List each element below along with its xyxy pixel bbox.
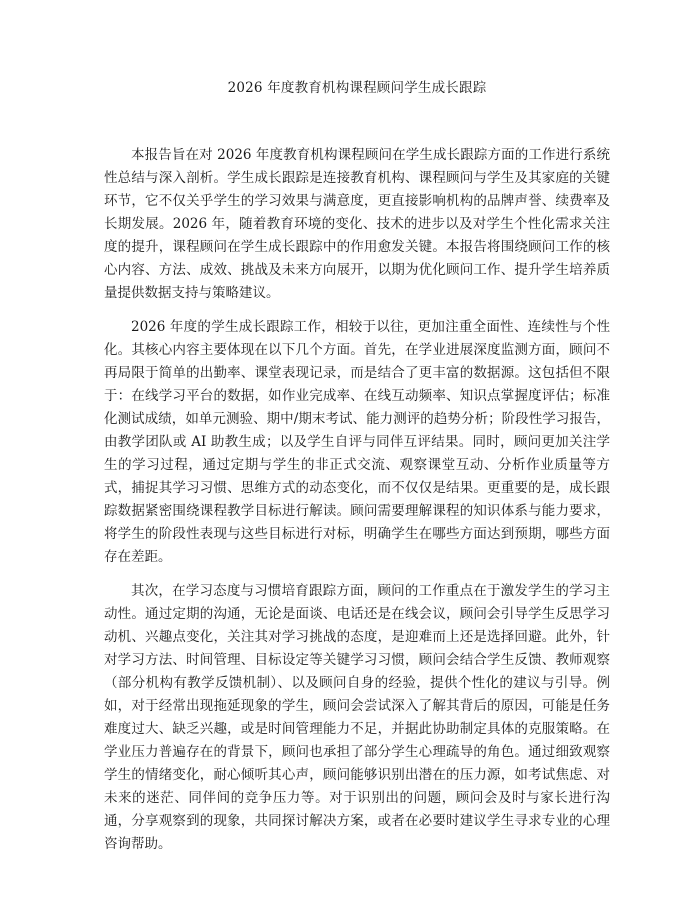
document-title: 2026 年度教育机构课程顾问学生成长跟踪 [227,80,487,96]
paragraph-attitude-habits: 其次，在学习态度与习惯培育跟踪方面，顾问的工作重点在于激发学生的学习主动性。通过定期的沟通，无论是面谈、电话还是在线会议，顾问会引导学生反思学习动机、兴趣点变化，关注其对学习挑战的态度，是迎难而上还是选择回避。此外，针对学习方法、时间管理、目标设定等关键学习习惯，顾问会结合学生反馈、教师观察（部分机构有教学反馈机制）、以及顾问自身的经验，提供个性化的建议与引导。例如，对于经常出现拖延现象的学生，顾问会尝试深入了解其背后的原因，可能是任务难度过大、缺乏兴趣，或是时间管理能力不足，并据此协助制定具体的克服策略。在学业压力普遍存在的背景下，顾问也承担了部分学生心理疏导的角色。通过细致观察学生的情绪变化，耐心倾听其心声，顾问能够识别出潜在的压力源，如考试焦虑、对未来的迷茫、同伴间的竞争压力等。对于识别出的问题，顾问会及时与家长进行沟通，分享观察到的现象，共同探讨解决方案，或者在必要时建议学生寻求专业的心理咨询帮助。 [104,583,610,852]
paragraph-academic-monitoring: 2026 年度的学生成长跟踪工作，相较于以往，更加注重全面性、连续性与个性化。其核心内容主要体现在以下几个方面。首先，在学业进展深度监测方面，顾问不再局限于简单的出勤率、课堂表现记录，而是结合了更丰富的数据源。这包括但不限于：在线学习平台的数据，如作业完成率、在线互动频率、知识点掌握度评估；标准化测试成绩，如单元测验、期中/期末考试、能力测评的趋势分析；阶段性学习报告，由教学团队或 AI 助教生成；以及学生自评与同伴互评结果。同时，顾问更加关注学生的学习过程，通过定期与学生的非正式交流、观察课堂互动、分析作业质量等方式，捕捉其学习习惯、思维方式的动态变化，而不仅仅是结果。更重要的是，成长跟踪数据紧密围绕课程教学目标进行解读。顾问需要理解课程的知识体系与能力要求，将学生的阶段性表现与这些目标进行对标，明确学生在哪些方面达到预期，哪些方面存在差距。 [104,319,610,565]
paragraph-intro: 本报告旨在对 2026 年度教育机构课程顾问在学生成长跟踪方面的工作进行系统性总结与深入剖析。学生成长跟踪是连接教育机构、课程顾问与学生及其家庭的关键环节，它不仅关乎学生的学习效果与满意度，更直接影响机构的品牌声誉、续费率及长期发展。2026 年，随着教育环境的变化、技术的进步以及对学生个性化需求关注度的提升，课程顾问在学生成长跟踪中的作用愈发关键。本报告将围绕顾问工作的核心内容、方法、成效、挑战及未来方向展开，以期为优化顾问工作、提升学生培养质量提供数据支持与策略建议。 [104,147,610,301]
